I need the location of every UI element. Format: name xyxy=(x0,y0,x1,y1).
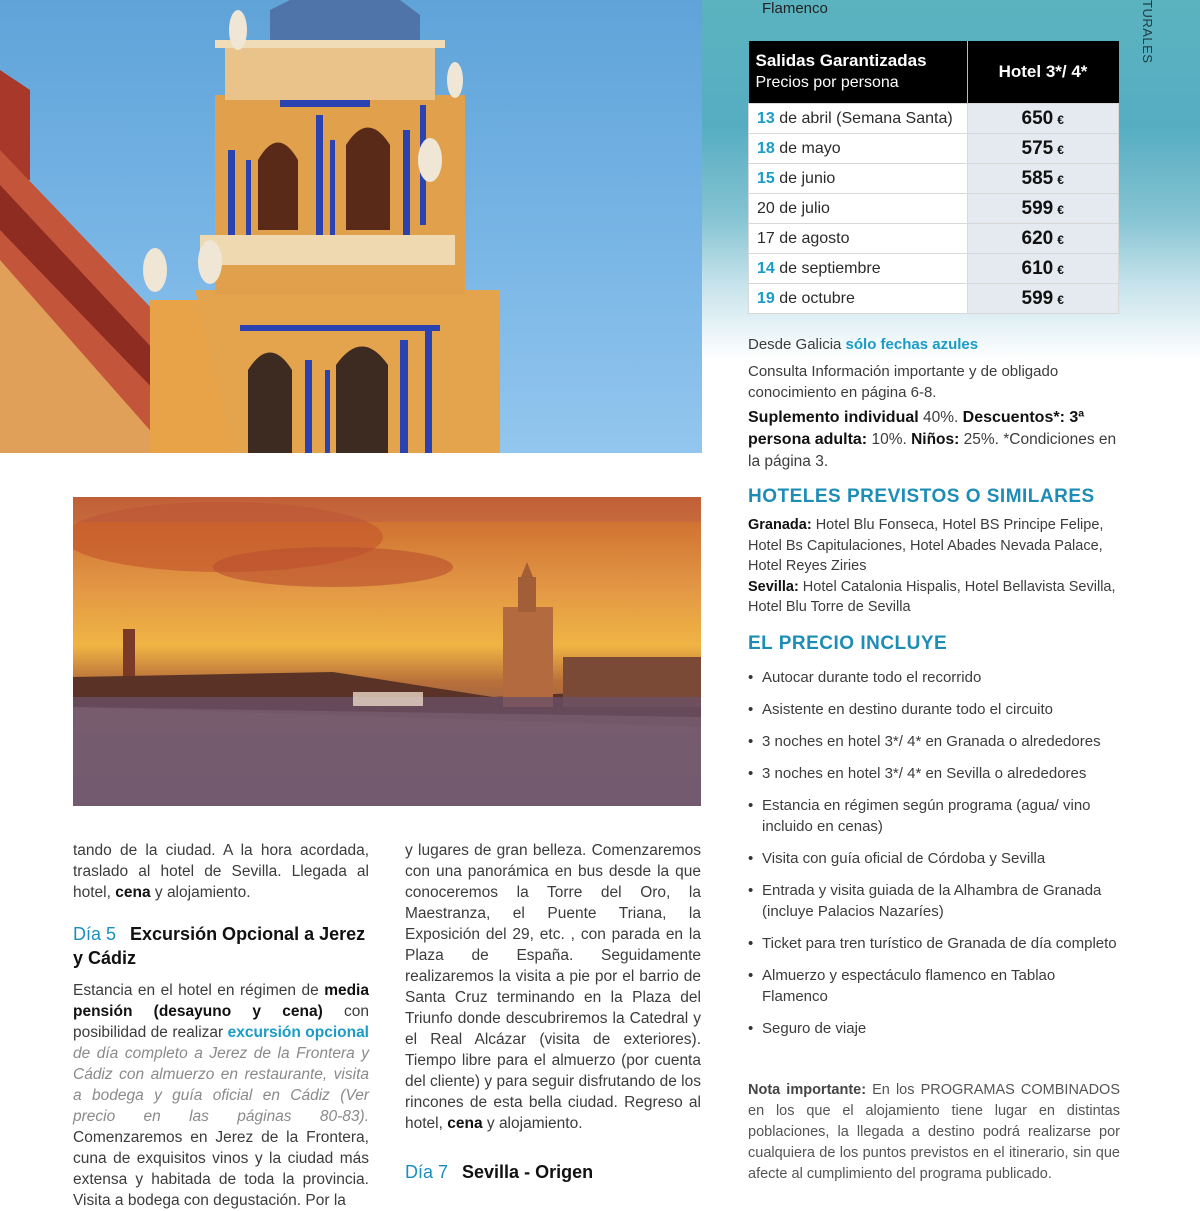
date-month: de abril (Semana Santa) xyxy=(774,109,953,127)
price-value: 575 xyxy=(1021,137,1054,159)
list-item: • Visita con guía oficial de Córdoba y Sevilla xyxy=(748,848,1120,869)
incluye-list-wrap xyxy=(748,667,1120,1050)
table-header-dates xyxy=(749,41,968,104)
euro-icon: € xyxy=(1057,172,1064,187)
sevilla-label: Sevilla: xyxy=(748,578,799,595)
price-value: 599 xyxy=(1021,287,1054,309)
granada-label: Granada: xyxy=(748,517,812,533)
date-month: de mayo xyxy=(774,139,841,157)
euro-icon: € xyxy=(1057,112,1064,127)
excursion-opcional-link: excursión opcional xyxy=(227,1024,369,1041)
price-value: 610 xyxy=(1021,257,1054,279)
hoteles-list xyxy=(748,515,1120,618)
price-table xyxy=(748,41,1119,314)
price-value: 585 xyxy=(1021,167,1054,189)
table-header-hotel: Hotel 3*/ 4* xyxy=(967,41,1119,104)
day5-italic: de día completo a Jerez de la Frontera y Cádiz con almuerzo en restaurante, visita a bodega y guía oficial en Cádiz (Ver precio en las páginas 80-83). xyxy=(73,1045,369,1125)
tower-photo xyxy=(0,0,702,453)
euro-icon: € xyxy=(1057,232,1064,247)
euro-icon: € xyxy=(1057,142,1064,157)
price-value: 620 xyxy=(1021,227,1054,249)
price-cell xyxy=(967,194,1119,224)
suplemento-note xyxy=(748,407,1120,473)
river-photo xyxy=(73,497,701,806)
list-item: • Asistente en destino durante todo el circuito xyxy=(748,699,1120,720)
galicia-highlight: sólo fechas azules xyxy=(845,336,979,353)
date-day: 18 xyxy=(757,139,775,157)
side-tab-label: TURALES xyxy=(1140,0,1155,64)
day5-text-a: Estancia en el hotel en régimen de xyxy=(73,982,325,999)
table-row xyxy=(749,284,1119,314)
nota-label: Nota importante: xyxy=(748,1082,867,1098)
price-value: 599 xyxy=(1021,197,1054,219)
departure-date xyxy=(749,194,968,224)
list-item: • Ticket para tren turístico de Granada de día completo xyxy=(748,933,1120,954)
date-day: 20 xyxy=(757,199,775,217)
table-row xyxy=(749,224,1119,254)
ninos-value: 25%. *Condiciones en la página 3. xyxy=(748,431,1117,470)
col1-intro-end: y alojamiento. xyxy=(150,884,251,901)
date-month: de septiembre xyxy=(774,259,881,277)
river-illustration xyxy=(73,497,701,806)
day7-number: Día 7 xyxy=(405,1162,449,1182)
day7-heading xyxy=(405,1160,705,1184)
col1-intro xyxy=(73,840,369,903)
departure-date xyxy=(749,284,968,314)
sevilla-hotels: Hotel Catalonia Hispalis, Hotel Bellavista Sevilla, Hotel Blu Torre de Sevilla xyxy=(748,578,1116,615)
table-row xyxy=(749,254,1119,284)
date-day: 15 xyxy=(757,169,775,187)
list-item: • 3 noches en hotel 3*/ 4* en Sevilla o alrededores xyxy=(748,763,1120,784)
date-month: de julio xyxy=(774,199,830,217)
nota-text: En los PROGRAMAS COMBINADOS en los que el alojamiento tiene lugar en distintas poblaciones, la llegada a destino podrá realizarse por cualquiera de los puntos previstos en el itinerario, sin que afecte al cumplimiento del programa publicado. xyxy=(748,1082,1121,1182)
departure-date xyxy=(749,224,968,254)
top-fragment-text: Flamenco xyxy=(762,0,828,17)
granada-hotels: Hotel Blu Fonseca, Hotel BS Principe Felipe, Hotel Bs Capitulaciones, Hotel Abades Nevada Palace, Hotel Reyes Ziries xyxy=(748,517,1104,574)
galicia-prefix: Desde Galicia xyxy=(748,336,846,353)
price-cell xyxy=(967,224,1119,254)
price-value: 650 xyxy=(1021,107,1054,129)
date-day: 13 xyxy=(757,109,775,127)
date-day: 19 xyxy=(757,289,775,307)
date-month: de agosto xyxy=(774,229,850,247)
list-item: • Estancia en régimen según programa (agua/ vino incluido en cenas) xyxy=(748,795,1120,837)
list-item: • 3 noches en hotel 3*/ 4* en Granada o alrededores xyxy=(748,731,1120,752)
table-row xyxy=(749,134,1119,164)
date-day: 17 xyxy=(757,229,775,247)
price-cell xyxy=(967,134,1119,164)
suplemento-label: Suplemento individual xyxy=(748,409,919,426)
day7-title: Sevilla - Origen xyxy=(462,1162,594,1182)
list-item: • Almuerzo y espectáculo flamenco en Tablao Flamenco xyxy=(748,965,1120,1007)
date-day: 14 xyxy=(757,259,775,277)
day5-title: Excursión Opcional a Jerez y Cádiz xyxy=(73,924,366,968)
descuentos-value: 10%. xyxy=(867,431,912,448)
table-row xyxy=(749,104,1119,134)
list-item: • Entrada y visita guiada de la Alhambra de Granada (incluye Palacios Nazaríes) xyxy=(748,880,1120,922)
euro-icon: € xyxy=(1057,292,1064,307)
tower-illustration xyxy=(0,0,702,453)
descuentos-label: Descuentos*: 3ª persona adulta: xyxy=(748,409,1085,448)
departure-date xyxy=(749,134,968,164)
suplemento-value: 40%. xyxy=(918,409,963,426)
col2-end: y alojamiento. xyxy=(482,1115,583,1132)
price-cell xyxy=(967,164,1119,194)
price-cell xyxy=(967,284,1119,314)
euro-icon: € xyxy=(1057,262,1064,277)
col2-bold: cena xyxy=(447,1115,483,1132)
day5-number: Día 5 xyxy=(73,924,117,944)
day5-body xyxy=(73,980,369,1211)
incluye-list xyxy=(748,667,1120,1039)
col1-intro-text: tando de la ciudad. A la hora acordada, traslado al hotel de Sevilla. Llegada al hotel, xyxy=(73,842,369,901)
ninos-label: Niños: xyxy=(911,431,960,448)
price-cell xyxy=(967,104,1119,134)
day5-bold: media pensión (desayuno y cena) xyxy=(73,982,369,1020)
day5-text-b: con posibilidad de realizar xyxy=(73,1003,369,1041)
consulta-note: Consulta Información importante y de obligado conocimiento en página 6-8. xyxy=(748,363,1059,401)
hoteles-heading: HOTELES PREVISTOS O SIMILARES xyxy=(748,486,1095,507)
col1-intro-bold: cena xyxy=(115,884,151,901)
day5-heading xyxy=(73,922,373,970)
departure-date xyxy=(749,254,968,284)
departure-date xyxy=(749,104,968,134)
col2-text: y lugares de gran belleza. Comenzaremos con una panorámica en bus desde la que conoceremos la Torre del Oro, la Maestranza, el Puente Triana, la Exposición del 29, etc. , con parada en la Plaza de España. Seguidamente realizaremos la visita a pie por el barrio de Santa Cruz terminando en la Plaza del Triunfo donde descubriremos la Catedral y el Real Alcázar (visita de exteriores). Tiempo libre para el almuerzo (por cuenta del cliente) y para seguir disfrutando de los rincones de esta bella ciudad. Regreso al hotel, xyxy=(405,842,701,1132)
col2-body xyxy=(405,840,701,1134)
incluye-heading: EL PRECIO INCLUYE xyxy=(748,633,948,654)
departure-date xyxy=(749,164,968,194)
day5-text-c: Comenzaremos en Jerez de la Frontera, cuna de exquisitos vinos y la ciudad más extensa y habitada de toda la provincia. Visita a bodega con degustación. Por la xyxy=(73,1129,369,1209)
list-item: • Seguro de viaje xyxy=(748,1018,1120,1039)
euro-icon: € xyxy=(1057,202,1064,217)
galicia-note xyxy=(748,334,1120,355)
table-subtitle: Precios por persona xyxy=(755,74,899,91)
date-month: de octubre xyxy=(774,289,855,307)
table-row xyxy=(749,164,1119,194)
date-month: de junio xyxy=(774,169,836,187)
table-row xyxy=(749,194,1119,224)
nota-importante xyxy=(748,1080,1120,1185)
price-cell xyxy=(967,254,1119,284)
list-item: • Autocar durante todo el recorrido xyxy=(748,667,1120,688)
table-title: Salidas Garantizadas xyxy=(755,51,927,70)
